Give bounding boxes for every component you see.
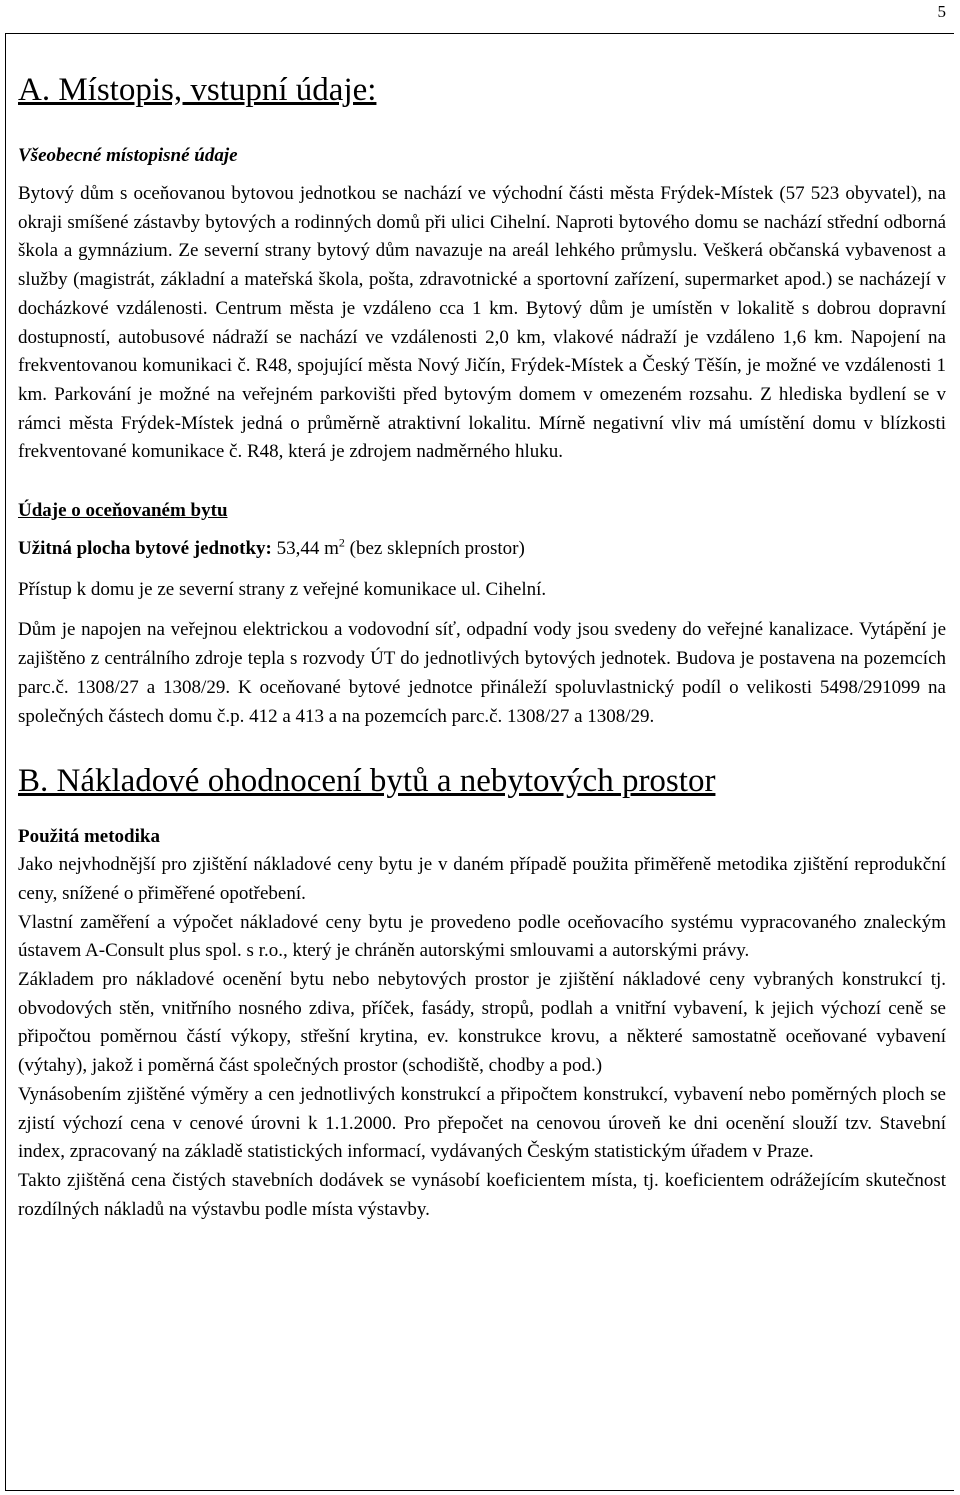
- section-a-title: A. Místopis, vstupní údaje:: [18, 72, 377, 108]
- page-number: 5: [937, 2, 946, 21]
- method-paragraph: Základem pro nákladové ocenění bytu nebo nebytových prostor je zjištění nákladové ceny vybraných konstrukcí tj. obvodových stěn, vnitřního nosného zdiva, příček, fasády, stropů, podlah a vnitřní vybavení, k jejich výchozí ceně se připočtou poměrnou částí výkopy, střešní krytina, ev. konstrukce krovu, a některé samostatně oceňované vybavení (výtahy), jakož i poměrná část společných prostor (schodiště, chodby a pod.): [18, 969, 946, 1077]
- apartment-heading: Údaje o oceňovaném bytu: [18, 500, 228, 522]
- area-line: [18, 535, 946, 564]
- general-info-heading: Všeobecné místopisné údaje: [18, 145, 238, 166]
- area-note: (bez sklepních prostor): [349, 538, 525, 560]
- method-paragraph: Takto zjištěná cena čistých stavebních dodávek se vynásobí koeficientem místa, tj. koeficientem odrážejícím skutečnost rozdílných nákladů na výstavbu podle místa výstavby.: [18, 1169, 946, 1220]
- access-text: Přístup k domu je ze severní strany z veřejné komunikace ul. Cihelní.: [18, 578, 547, 600]
- method-paragraph: Vlastní zaměření a výpočet nákladové ceny bytu je provedeno podle oceňovacího systému vypracovaného znaleckým ústavem A-Consult plus spol. s r.o., který je chráněn autorskými smlouvami a autorskými právy.: [18, 911, 946, 962]
- general-info-text: Bytový dům s oceňovanou bytovou jednotkou se nachází ve východní části města Frýdek-Místek (57 523 obyvatel), na okraji smíšené zástavby bytových a rodinných domů při ulici Cihelní. Naproti bytového domu se nachází střední odborná škola a gymnázium. Ze severní strany bytový dům navazuje na areál lehkého průmyslu. Veškerá občanská vybavenost a služby (magistrát, základní a mateřská škola, pošta, zdravotnické a sportovní zařízení, supermarket apod.) se nacházejí v docházkové vzdálenosti. Centrum města je vzdáleno cca 1 km. Bytový dům je umístěn v lokalitě s dobrou dopravní dostupností, autobusové nádraží se nachází ve vzdálenosti 2,0 km, vlakové nádraží je vzdáleno 1,6 km. Napojení na frekventovanou komunikaci č. R48, spojující města Nový Jičín, Frýdek-Místek a Český Těšín, je možné ve vzdálenosti 1 km. Parkování je možné na veřejném parkovišti před bytovým domem v omezeném rozsahu. Z hlediska bydlení se v rámci města Frýdek-Místek jedná o průměrně atraktivní lokalitu. Mírně negativní vliv má umístění domu v blízkosti frekventované komunikace č. R48, která je zdrojem nadměrného hluku.: [18, 183, 946, 463]
- method-heading: Použitá metodika: [18, 826, 160, 848]
- area-label: Užitná plocha bytové jednotky:: [18, 538, 272, 560]
- section-b-title: B. Nákladové ohodnocení bytů a nebytových prostor: [18, 763, 716, 800]
- document-body: [18, 70, 946, 1224]
- utilities-text: Dům je napojen na veřejnou elektrickou a vodovodní síť, odpadní vody jsou svedeny do veřejné kanalizace. Vytápění je zajištěno z centrálního zdroje tepla s rozvody ÚT do jednotlivých bytových jednotek. Budova je postavena na pozemcích parc.č. 1308/27 a 1308/29. K oceňované bytové jednotce přináleží spoluvlastnický podíl o velikosti 5498/291099 na společných částech domu č.p. 412 a 413 a na pozemcích parc.č. 1308/27 a 1308/29.: [18, 619, 946, 727]
- method-paragraph: Jako nejvhodnější pro zjištění nákladové ceny bytu je v daném případě použita přiměřeně metodika zjištění reprodukční ceny, snížené o přiměřené opotřebení.: [18, 854, 946, 904]
- method-paragraph: Vynásobením zjištěné výměry a cen jednotlivých konstrukcí a připočtem konstrukcí, vybavení nebo poměrných ploch se zjistí výchozí cena v cenové úrovni k 1.1.2000. Pro přepočet na cenovou úroveň ke dni ocenění slouží tzv. Stavební index, zpracovaný na základě statistických informací, vydávaných Českým statistickým úřadem v Praze.: [18, 1083, 946, 1163]
- area-value: 53,44 m: [276, 538, 339, 560]
- area-sup: 2: [338, 535, 345, 550]
